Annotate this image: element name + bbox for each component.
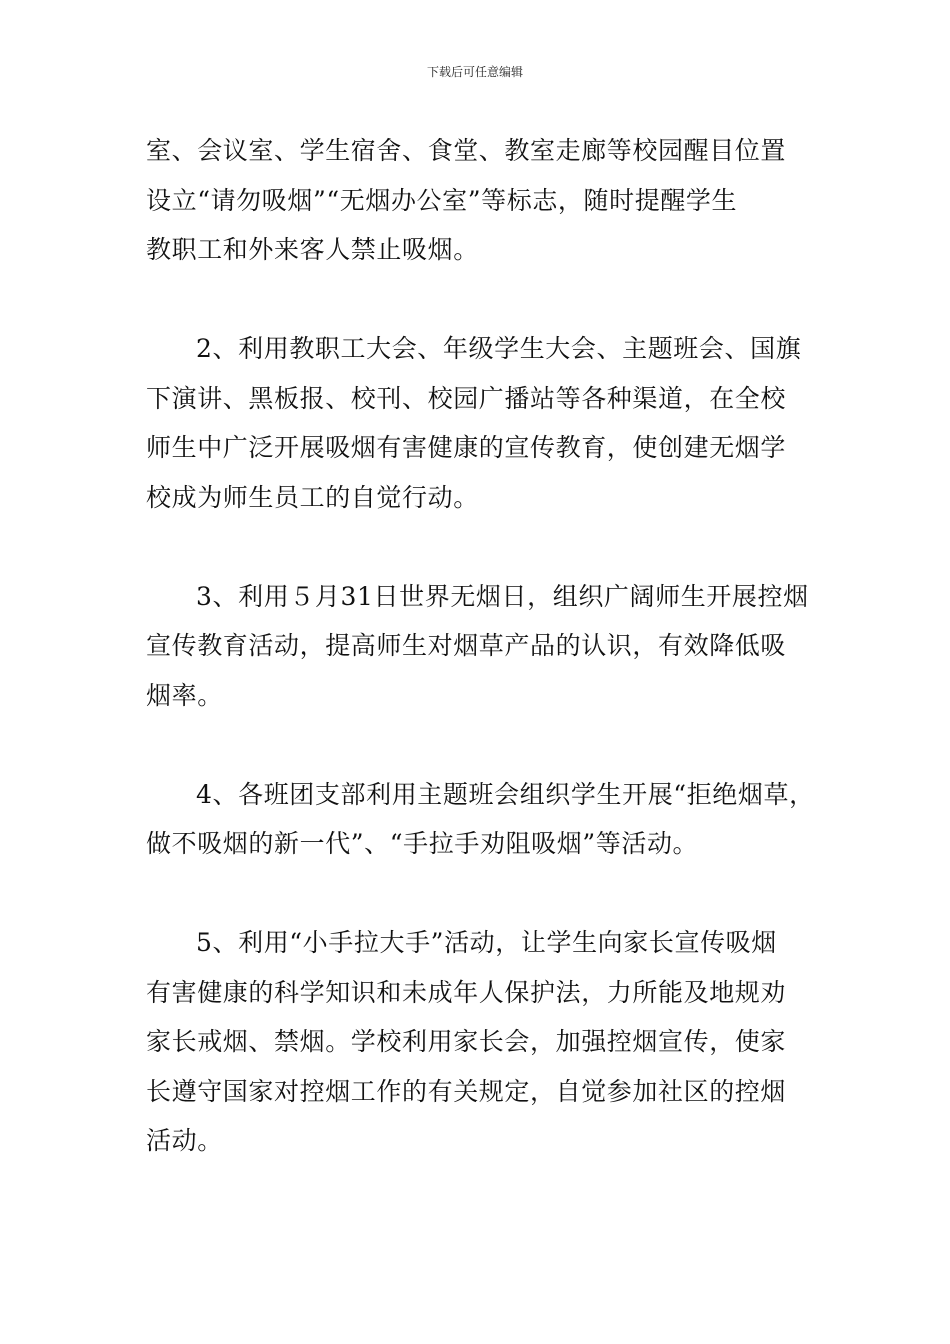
document-body: [146, 126, 836, 1166]
text-line: 室、会议室、学生宿舍、食堂、教室走廊等校园醒目位置: [146, 136, 787, 165]
text-line: 宣传教育活动，提高师生对烟草产品的认识，有效降低吸: [146, 631, 787, 660]
text-line: 教职工和外来客人禁止吸烟。: [146, 235, 479, 264]
text-line: 烟率。: [146, 680, 223, 710]
text-line: 家长戒烟、禁烟。学校利用家长会，加强控烟宣传，使家: [146, 1027, 787, 1056]
text-line: 活动。: [146, 1126, 223, 1155]
paragraph-2: [146, 324, 836, 522]
text-line: 3、利用５月31日世界无烟日，组织广阔师生开展控烟: [196, 581, 809, 611]
paragraph-spacer: [146, 275, 836, 325]
page-header-note: 下载后可任意编辑: [426, 65, 523, 79]
text-line: 2、利用教职工大会、年级学生大会、主题班会、国旗: [196, 334, 802, 363]
text-line: 长遵守国家对控烟工作的有关规定，自觉参加社区的控烟: [146, 1076, 787, 1106]
paragraph-spacer: [146, 869, 836, 919]
text-line: 做不吸烟的新一代”、“手拉手劝阻吸烟”等活动。: [146, 829, 699, 858]
paragraph-spacer: [146, 720, 836, 770]
text-line: 4、各班团支部利用主题班会组织学生开展“拒绝烟草，: [196, 779, 815, 809]
paragraph-3: [146, 572, 836, 721]
paragraph-4: [146, 770, 836, 869]
text-line: 校成为师生员工的自觉行动。: [146, 482, 479, 512]
text-line: 5、利用“小手拉大手”活动，让学生向家长宣传吸烟: [196, 928, 777, 957]
paragraph-spacer: [146, 522, 836, 572]
text-line: 下演讲、黑板报、校刊、校园广播站等各种渠道，在全校: [146, 383, 787, 413]
text-line: 设立“请勿吸烟”“无烟办公室”等标志，随时提醒学生: [146, 185, 738, 215]
paragraph-1-continuation: [146, 126, 836, 275]
paragraph-5: [146, 918, 836, 1166]
text-line: 师生中广泛开展吸烟有害健康的宣传教育，使创建无烟学: [146, 433, 787, 462]
text-line: 有害健康的科学知识和未成年人保护法，力所能及地规劝: [146, 977, 787, 1007]
